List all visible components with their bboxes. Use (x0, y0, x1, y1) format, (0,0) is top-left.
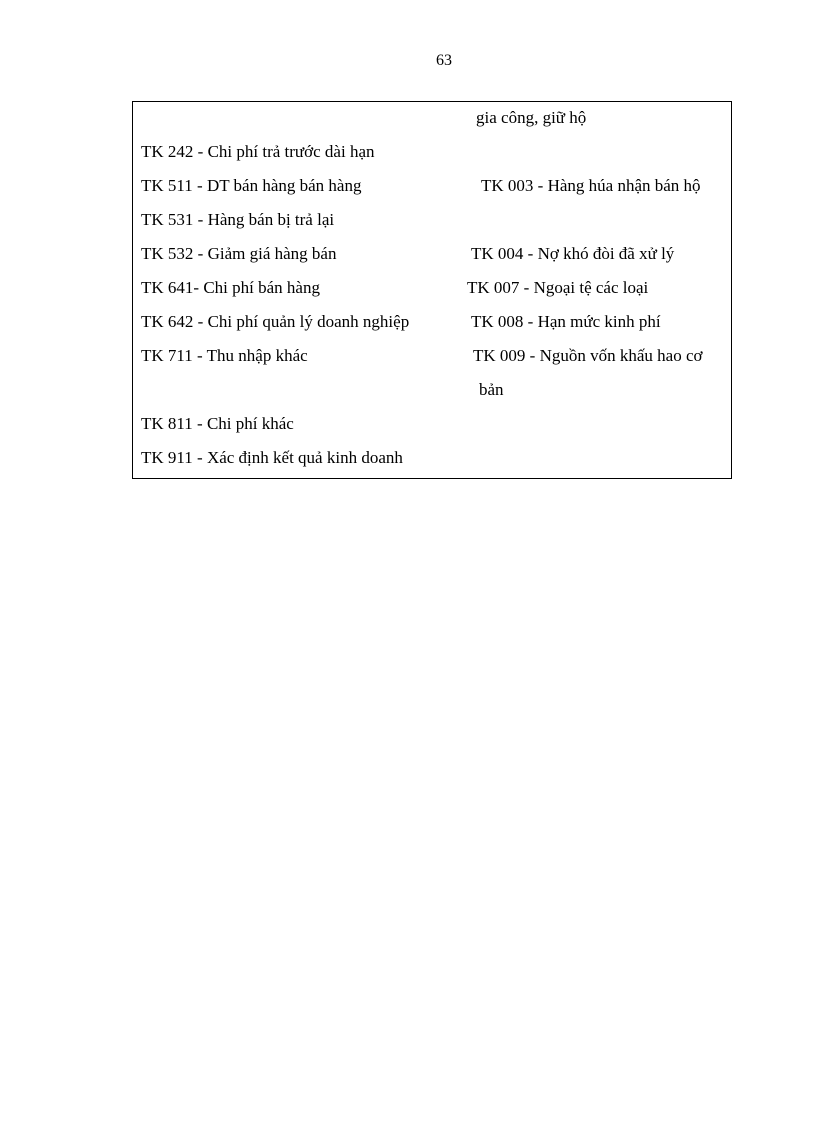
account-tk009: TK 009 - Nguồn vốn khấu hao cơ (473, 346, 703, 365)
account-tk511: TK 511 - DT bán hàng bán hàng (141, 176, 362, 195)
right-continuation-text: gia công, giữ hộ (476, 108, 587, 127)
account-tk004: TK 004 - Nợ khó đòi đã xử lý (471, 244, 675, 263)
accounts-box (132, 101, 732, 479)
account-tk811: TK 811 - Chi phí khác (141, 414, 294, 433)
account-tk911: TK 911 - Xác định kết quả kinh doanh (141, 448, 403, 467)
account-tk642: TK 642 - Chi phí quản lý doanh nghiệp (141, 312, 410, 331)
account-tk711: TK 711 - Thu nhập khác (141, 346, 308, 365)
account-tk007: TK 007 - Ngoại tệ các loại (467, 278, 649, 297)
account-tk242: TK 242 - Chi phí trả trước dài hạn (141, 142, 375, 161)
account-tk003: TK 003 - Hàng húa nhận bán hộ (481, 176, 701, 195)
account-tk008: TK 008 - Hạn mức kinh phí (471, 312, 661, 331)
account-tk641: TK 641- Chi phí bán hàng (141, 278, 320, 297)
account-tk532: TK 532 - Giảm giá hàng bán (141, 244, 337, 263)
page-number: 63 (436, 52, 452, 69)
account-tk531: TK 531 - Hàng bán bị trả lại (141, 210, 335, 229)
account-tk009-continuation: bản (479, 380, 504, 399)
